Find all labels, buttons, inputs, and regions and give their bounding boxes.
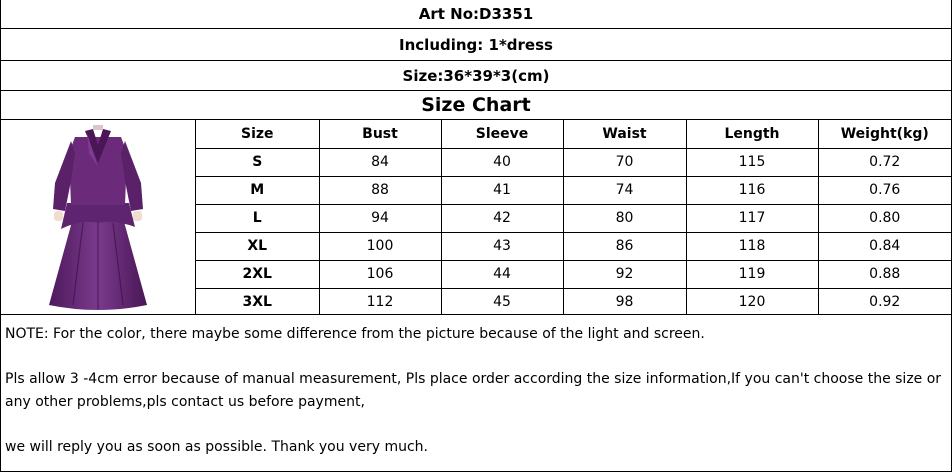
purple-dress-icon — [43, 123, 153, 311]
product-photo — [1, 120, 196, 314]
cell-bust: 112 — [319, 288, 441, 315]
col-header-size: Size — [196, 120, 319, 148]
cell-bust: 100 — [319, 232, 441, 260]
col-header-weight: Weight(kg) — [818, 120, 951, 148]
cell-size: S — [196, 148, 319, 176]
cell-weight: 0.88 — [818, 260, 951, 288]
cell-weight: 0.80 — [818, 204, 951, 232]
cell-waist: 74 — [563, 176, 686, 204]
size-chart-title: Size Chart — [0, 90, 952, 119]
table-row — [196, 148, 951, 176]
cell-waist: 70 — [563, 148, 686, 176]
cell-sleeve: 44 — [441, 260, 563, 288]
col-header-length: Length — [686, 120, 818, 148]
cell-length: 119 — [686, 260, 818, 288]
cell-size: M — [196, 176, 319, 204]
col-header-sleeve: Sleeve — [441, 120, 563, 148]
cell-sleeve: 45 — [441, 288, 563, 315]
package-size: Size:36*39*3(cm) — [0, 60, 952, 90]
cell-bust: 84 — [319, 148, 441, 176]
table-row — [196, 260, 951, 288]
cell-size: 3XL — [196, 288, 319, 315]
col-header-waist: Waist — [563, 120, 686, 148]
cell-bust: 94 — [319, 204, 441, 232]
cell-waist: 92 — [563, 260, 686, 288]
cell-weight: 0.92 — [869, 293, 901, 310]
including-line: Including: 1*dress — [0, 28, 952, 60]
cell-waist: 86 — [563, 232, 686, 260]
cell-size: L — [196, 204, 319, 232]
cell-sleeve: 42 — [441, 204, 563, 232]
cell-length: 117 — [686, 204, 818, 232]
cell-sleeve: 43 — [441, 232, 563, 260]
note-measurement: Pls allow 3 -4cm error because of manual measurement, Pls place order according the size information,If you can't choose the size or any other problems,pls contact us before payment, — [5, 371, 942, 410]
table-row — [196, 288, 951, 315]
cell-bust: 106 — [319, 260, 441, 288]
cell-sleeve: 41 — [441, 176, 563, 204]
cell-waist: 98 — [563, 288, 686, 315]
table-row — [196, 204, 951, 232]
note-color: NOTE: For the color, there maybe some difference from the picture because of the light and screen. — [5, 326, 705, 342]
size-table — [196, 120, 951, 315]
table-row — [196, 232, 951, 260]
cell-length: 116 — [686, 176, 818, 204]
cell-size: XL — [196, 232, 319, 260]
cell-waist: 80 — [563, 204, 686, 232]
art-number: Art No:D3351 — [0, 0, 952, 28]
table-row — [196, 176, 951, 204]
cell-weight: 0.72 — [818, 148, 951, 176]
notes-section — [0, 315, 952, 472]
size-chart-area — [0, 119, 952, 315]
cell-sleeve: 40 — [441, 148, 563, 176]
cell-length: 115 — [686, 148, 818, 176]
cell-size: 2XL — [196, 260, 319, 288]
cell-length: 118 — [686, 232, 818, 260]
cell-bust: 88 — [319, 176, 441, 204]
col-header-bust: Bust — [319, 120, 441, 148]
cell-length: 120 — [686, 288, 818, 315]
table-header-row — [196, 120, 951, 148]
note-reply: we will reply you as soon as possible. Thank you very much. — [5, 439, 428, 455]
cell-weight: 0.84 — [818, 232, 951, 260]
cell-weight: 0.76 — [818, 176, 951, 204]
